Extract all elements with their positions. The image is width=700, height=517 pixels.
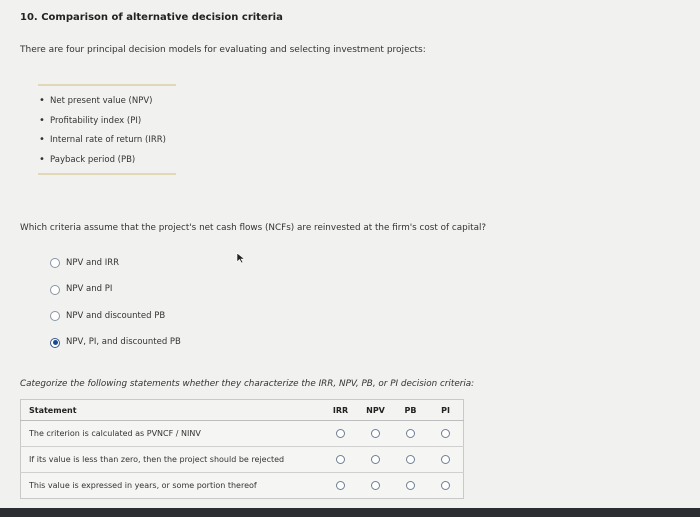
list-item: • Internal rate of return (IRR) [39, 134, 166, 145]
statement-cell: If its value is less than zero, then the project should be rejected [21, 447, 324, 473]
radio-npv[interactable] [371, 481, 380, 490]
radio-irr[interactable] [336, 481, 345, 490]
table-row [21, 473, 464, 499]
list-item: • Payback period (PB) [39, 153, 136, 165]
radio-pb[interactable] [406, 455, 415, 464]
radio-pb[interactable] [406, 429, 415, 438]
decision-models-list [38, 95, 166, 173]
categorize-prompt: Categorize the following statements whether they characterize the IRR, NPV, PB, or PI decision criteria: [20, 379, 475, 389]
radio-pi[interactable] [441, 481, 450, 490]
criteria-table [20, 399, 464, 499]
header-statement: Statement [21, 400, 324, 421]
header-irr: IRR [323, 400, 358, 421]
bottom-bar [0, 508, 700, 517]
radio-npv[interactable] [371, 455, 380, 464]
radio-irr[interactable] [336, 455, 345, 464]
bullet-icon: • [39, 114, 45, 126]
statement-cell: The criterion is calculated as PVNCF / NINV [21, 421, 324, 447]
header-pb: PB [393, 400, 428, 421]
option-npv-pi-discounted-pb[interactable] [50, 330, 181, 357]
divider-bottom [38, 173, 176, 175]
radio-pi[interactable] [441, 455, 450, 464]
radio-button-selected[interactable] [50, 338, 60, 348]
radio-npv[interactable] [371, 429, 380, 438]
radio-button[interactable] [50, 285, 60, 295]
question-title: 10. Comparison of alternative decision criteria [20, 12, 283, 23]
bullet-icon: • [39, 153, 45, 165]
answer-options [50, 250, 181, 356]
option-label: NPV and PI [66, 284, 113, 295]
statement-cell: This value is expressed in years, or some portion thereof [29, 481, 257, 490]
table-row [21, 421, 464, 447]
list-item: • Net present value (NPV) [39, 95, 153, 106]
radio-button[interactable] [50, 311, 60, 321]
bullet-icon: • [39, 95, 45, 106]
intro-text: There are four principal decision models for evaluating and selecting investment projects: [20, 45, 426, 55]
radio-pi[interactable] [441, 429, 450, 438]
header-npv: NPV [358, 400, 393, 421]
mouse-pointer-icon [236, 252, 246, 264]
header-pi: PI [428, 400, 464, 421]
table-header-row [21, 400, 464, 421]
option-npv-irr[interactable] [50, 250, 181, 277]
table-row [21, 447, 464, 473]
option-npv-pi[interactable] [50, 277, 181, 304]
option-label: NPV and discounted PB [66, 310, 166, 321]
list-item: • Profitability index (PI) [39, 114, 142, 126]
radio-pb[interactable] [406, 481, 415, 490]
option-label: NPV, PI, and discounted PB [66, 337, 181, 348]
option-npv-discounted-pb[interactable] [50, 303, 181, 330]
radio-button[interactable] [50, 258, 60, 268]
bullet-icon: • [39, 134, 45, 145]
option-label: NPV and IRR [66, 257, 120, 268]
question-prompt: Which criteria assume that the project's net cash flows (NCFs) are reinvested at the firm's cost of capital? [20, 223, 487, 233]
divider-top [38, 84, 176, 86]
radio-irr[interactable] [336, 429, 345, 438]
